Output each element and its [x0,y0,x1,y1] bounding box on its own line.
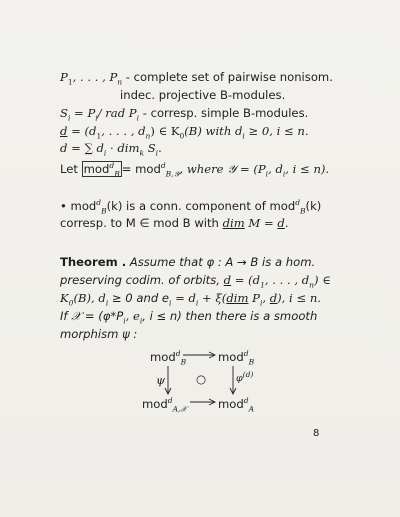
page-number: 8 [313,428,320,439]
theorem-line-2: preserving codim. of orbits, $d = (d_1$, . . . , $d_n$) ∈ [60,273,331,290]
bullet-line-1: • mod$^d_B$(k) is a conn. component of mod$^d_B$(k) [60,198,322,216]
theorem-line-3: $K_0(B)$, $d_i \ge 0$ and $e_i = d_i + \xi(dim$ $P_i$, d), i ≤ n. [60,291,321,308]
diagram-bottom-left: mod$^d_{A,𝒳}$ [142,396,187,414]
commute-circle-icon: ○ [196,372,207,386]
bullet-line-2: corresp. to M ∈ mod B with dim M = d. [60,216,289,230]
text-line-4: $d = (d_1$, . . . , $d_n$) ∈ $K_0(B)$ with $d_i \ge 0$, i ≤ n. [60,124,309,141]
psi-label: ψ [156,373,166,387]
theorem-line-4: If 𝒳 = ($\varphi*P_i$, $e_i$, i ≤ n) then there is a smooth [60,309,318,326]
diagram-top-left: mod$^d_B$ [150,349,187,367]
text-line-2: indec. projective B-modules. [120,88,286,102]
theorem-line-1: Theorem . Assume that φ : A → B is a hom. [60,255,316,269]
theorem-heading: Theorem . [60,255,127,269]
text-line-1: $P_1$, . . . , $P_n$ - complete set of pairwise nonisom. [60,70,333,87]
boxed-notation: mod$^d_B$ [83,161,120,179]
diagram-bottom-right: mod$^d_A$ [218,396,254,414]
diagram-top-right: mod$^d_B$ [218,349,255,367]
text-line-5: d = ∑ $d_i \cdot dim_k$ $S_i$. [60,141,162,158]
phi-d-label: $\varphi^{(d)}$ [236,369,254,384]
theorem-line-5: morphism ψ : [60,327,138,341]
text-line-3: $S_i = P_i/$ rad $P_i$ - corresp. simple B-modules. [60,106,309,123]
text-line-6: Let mod$^d_B$ = mod$^d_{B,𝒴}$, where 𝒴 = ($P_i$, $d_i$, i ≤ n). [60,161,330,179]
